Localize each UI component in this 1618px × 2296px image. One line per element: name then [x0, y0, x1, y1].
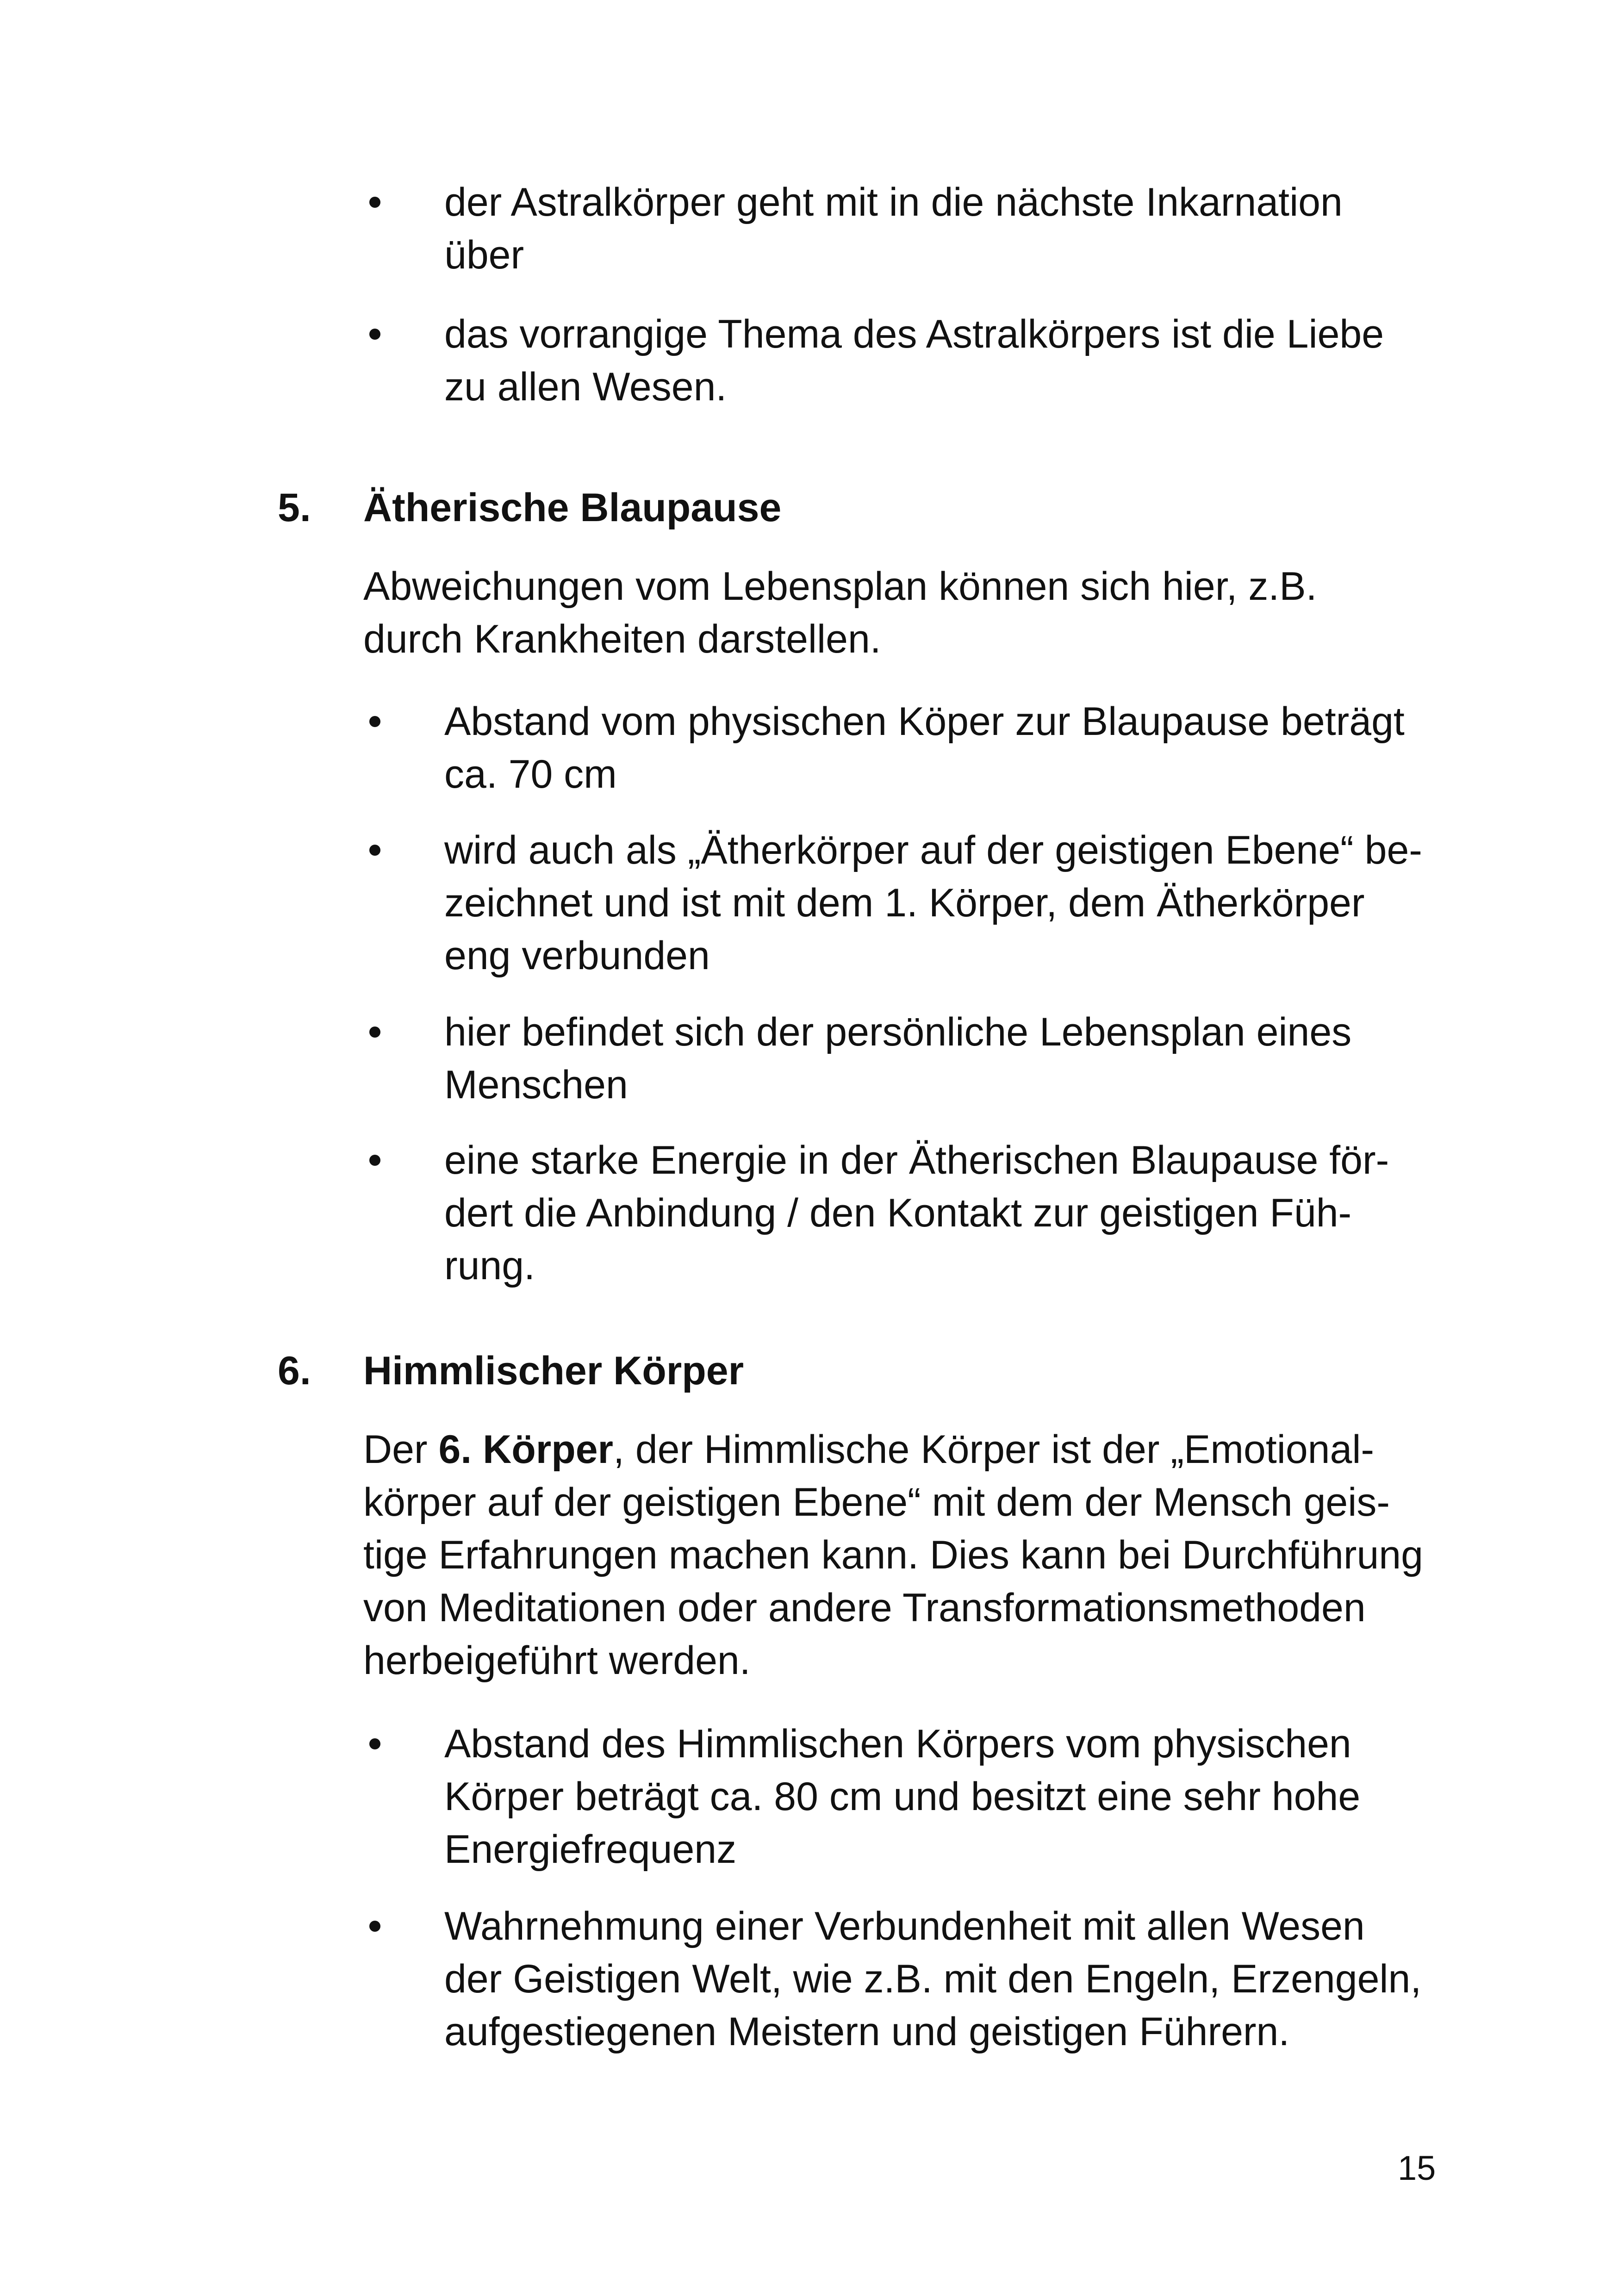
paragraph-text: Der [363, 1427, 439, 1472]
list-item-line: der Geistigen Welt, wie z.B. mit den Engeln, Erzengeln, [444, 1957, 1422, 2001]
bullet-dot [369, 845, 380, 856]
list-item-line: rung. [444, 1244, 535, 1288]
bullet-dot [369, 716, 380, 727]
paragraph-text: , der Himmlische Körper ist der „Emotional- [613, 1427, 1375, 1472]
bullet-dot [369, 197, 380, 208]
list-item-line: dert die Anbindung / den Kontakt zur geistigen Füh- [444, 1191, 1352, 1235]
list-item-line: über [444, 233, 524, 277]
page-number: 15 [1398, 2149, 1436, 2187]
list-item-line: aufgestiegenen Meistern und geistigen Führern. [444, 2010, 1290, 2054]
emphasis-text: 6. Körper [438, 1427, 614, 1472]
list-item-line: der Astralkörper geht mit in die nächste Inkarnation [444, 180, 1343, 224]
list-item-line: Menschen [444, 1063, 628, 1107]
list-item-line: Körper beträgt ca. 80 cm und besitzt eine sehr hohe [444, 1774, 1361, 1819]
list-item-line: das vorrangige Thema des Astralkörpers ist die Liebe [444, 312, 1384, 356]
bullet-dot [369, 329, 380, 340]
list-item-line: hier befindet sich der persönliche Lebensplan eines [444, 1010, 1352, 1054]
list-item-line: wird auch als „Ätherkörper auf der geistigen Ebene“ be- [444, 828, 1422, 872]
section-number: 5. [278, 485, 311, 530]
list-item-line: ca. 70 cm [444, 752, 617, 796]
list-item-line: zeichnet und ist mit dem 1. Körper, dem Ätherkörper [444, 881, 1365, 925]
list-item-line: zu allen Wesen. [444, 365, 727, 409]
paragraph-line: durch Krankheiten darstellen. [363, 617, 881, 661]
list-item-line: Wahrnehmung einer Verbundenheit mit allen Wesen [444, 1904, 1365, 1948]
list-item-line: eng verbunden [444, 933, 710, 978]
section-title: Ätherische Blaupause [363, 485, 782, 530]
list-item-line: eine starke Energie in der Ätherischen Blaupause för- [444, 1138, 1389, 1182]
list-item-line: Abstand des Himmlischen Körpers vom physischen [444, 1722, 1351, 1766]
paragraph-line: körper auf der geistigen Ebene“ mit dem der Mensch geis- [363, 1480, 1390, 1524]
paragraph-line: herbeigeführt werden. [363, 1638, 751, 1683]
section-number: 6. [278, 1349, 311, 1393]
bullet-dot [369, 1921, 380, 1932]
section-title: Himmlischer Körper [363, 1349, 744, 1393]
list-item-line: Energiefrequenz [444, 1827, 737, 1872]
paragraph-line: von Meditationen oder andere Transformationsmethoden [363, 1586, 1366, 1630]
paragraph-line [363, 1423, 1374, 1476]
list-item-line: Abstand vom physischen Köper zur Blaupause beträgt [444, 699, 1405, 744]
bullet-dot [369, 1155, 380, 1166]
bullet-dot [369, 1027, 380, 1038]
paragraph-line: tige Erfahrungen machen kann. Dies kann bei Durchführung [363, 1533, 1423, 1577]
paragraph-line: Abweichungen vom Lebensplan können sich hier, z.B. [363, 564, 1317, 609]
bullet-dot [369, 1738, 380, 1749]
